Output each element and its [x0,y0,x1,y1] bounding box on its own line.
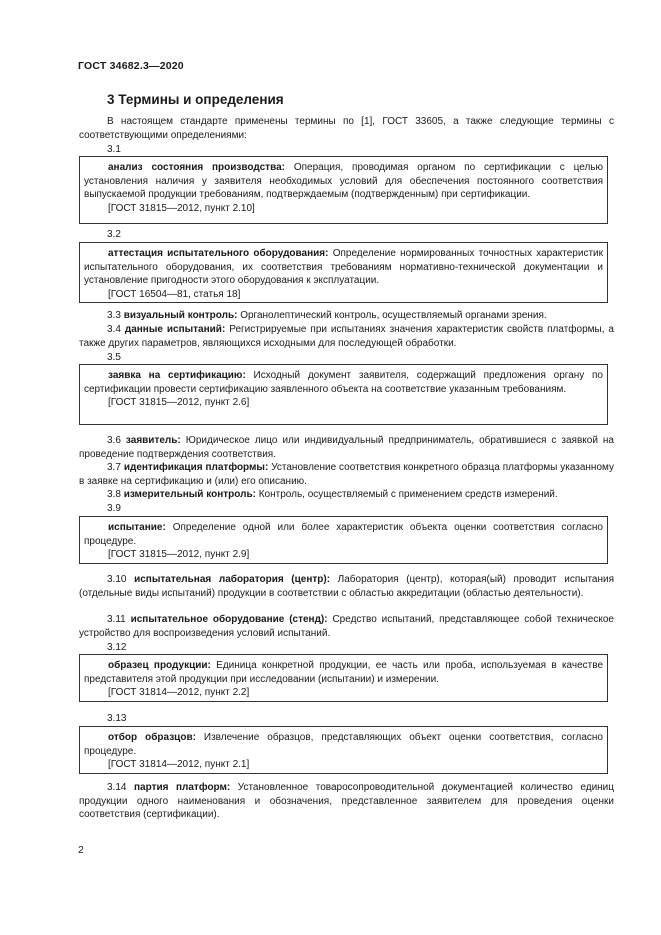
entry-paragraph [79,573,614,600]
term: анализ состояния производства: [108,162,285,173]
definition-text [84,369,603,396]
entry-paragraph [79,323,614,350]
definition-box [79,516,608,564]
definition-text [84,521,603,548]
entry-number: 3.2 [107,229,121,240]
entry-paragraph [79,434,614,461]
term: визуальный контроль: [123,310,238,321]
page-number: 2 [78,844,84,856]
term: образец продукции: [108,660,211,671]
term: заявка на сертификацию: [108,370,246,381]
definition: Операция, проводимая органом по сертификации с целью установления наличия у заявителя необходимых условий для обеспечения постоянного соответствия выпускаемой продукции требованиям, подтверждаемым (подтвержденным) при сертификации. [84,162,604,200]
term: идентификация платформы: [123,462,269,473]
reference: [ГОСТ 31815—2012, пункт 2.9] [108,549,250,560]
term: отбор образцов: [108,732,196,743]
definition: Установление соответствия конкретного образца платформы указанному в заявке на сертификацию и (или) его описанию. [79,462,615,487]
definition: Извлечение образцов, представляющих объект оценки соответствия, согласно процедуре. [84,732,603,757]
entry-number: 3.6 [107,435,121,446]
definition: Определение нормированных точностных характеристик испытательного оборудования, их соответствия требованиям нормативно-технической документации и установление пригодности этого оборудования к эксплуатации. [84,248,603,286]
reference: [ГОСТ 31815—2012, пункт 2.10] [108,202,255,214]
entry-number: 3.12 [107,642,127,653]
definition: Средство испытаний, представляющее собой техническое устройство для воспроизведения условий испытаний. [79,614,614,639]
definition-box [79,242,608,303]
entry-number: 3.9 [107,503,121,514]
entry-number: 3.4 [107,324,121,335]
definition-box [79,726,608,774]
definition: Юридическое лицо или индивидуальный предприниматель, обратившиеся с заявкой на проведение подтверждения соответствия. [79,435,614,460]
term: измерительный контроль: [123,489,256,500]
entry-number: 3.10 [107,574,127,585]
reference: [ГОСТ 31814—2012, пункт 2.2] [108,687,250,698]
standard-header: ГОСТ 34682.3—2020 [78,60,184,72]
reference: [ГОСТ 31814—2012, пункт 2.1] [108,759,250,770]
entry-number: 3.8 [107,489,121,500]
entry-paragraph [79,613,614,640]
definition-text [84,161,603,202]
definition: Лаборатория (центр), которая(ый) проводит испытания (отдельные виды испытаний) продукции в соответствии с областью аккредитации (областью деятельности). [79,574,615,599]
definition: Единица конкретной продукции, ее часть или проба, используемая в качестве представителя этой продукции при исследовании (испытании) и измерении. [84,660,604,685]
term: заявитель: [125,435,181,446]
section-title: 3 Термины и определения [107,92,284,107]
entry-paragraph [79,461,614,488]
intro-paragraph: В настоящем стандарте применены термины по [1], ГОСТ 33605, а также следующие термины с соответствующими определениями: [79,116,614,141]
definition: Определение одной или более характеристик объекта оценки соответствия согласно процедуре. [84,522,603,547]
term: испытание: [108,522,166,533]
entry-number: 3.3 [107,310,121,321]
definition-box [79,364,608,425]
term: аттестация испытательного оборудования: [108,248,329,259]
definition: Органолептический контроль, осуществляемый органами зрения. [237,310,547,321]
definition-text [84,731,603,758]
term: испытательная лаборатория (центр): [134,574,331,585]
entry-number: 3.14 [107,782,127,793]
definition: Исходный документ заявителя, содержащий предложения органу по сертификации провести сертификацию заявленного объекта на соответствие указанным требованиям. [84,370,603,395]
reference: [ГОСТ 16504—81, статья 18] [108,288,241,300]
entry-paragraph [79,309,614,323]
entry-number: 3.7 [107,462,121,473]
entry-number: 3.13 [107,713,127,724]
reference: [ГОСТ 31815—2012, пункт 2.6] [108,397,250,408]
definition: Регистрируемые при испытаниях значения характеристик свойств платформы, а также других параметров, являющихся исходными для последующей обработки. [79,324,614,349]
term: партия платформ: [134,782,231,793]
definition-box [79,156,608,224]
entry-paragraph [79,488,614,502]
entry-paragraph [79,781,614,822]
definition: Установленное товаросопроводительной документацией количество единиц продукции одного наименования и обозначения, представленное заявителем для проведения оценки соответствия (сертификации). [79,782,614,820]
entry-number: 3.11 [107,614,126,625]
term: испытательное оборудование (стенд): [130,614,328,625]
entry-number: 3.5 [107,352,121,363]
definition: Контроль, осуществляемый с применением средств измерений. [255,489,558,500]
definition-text [84,247,603,288]
definition-box [79,654,608,702]
term: данные испытаний: [124,324,226,335]
definition-text [84,659,603,686]
entry-number: 3.1 [107,144,121,155]
